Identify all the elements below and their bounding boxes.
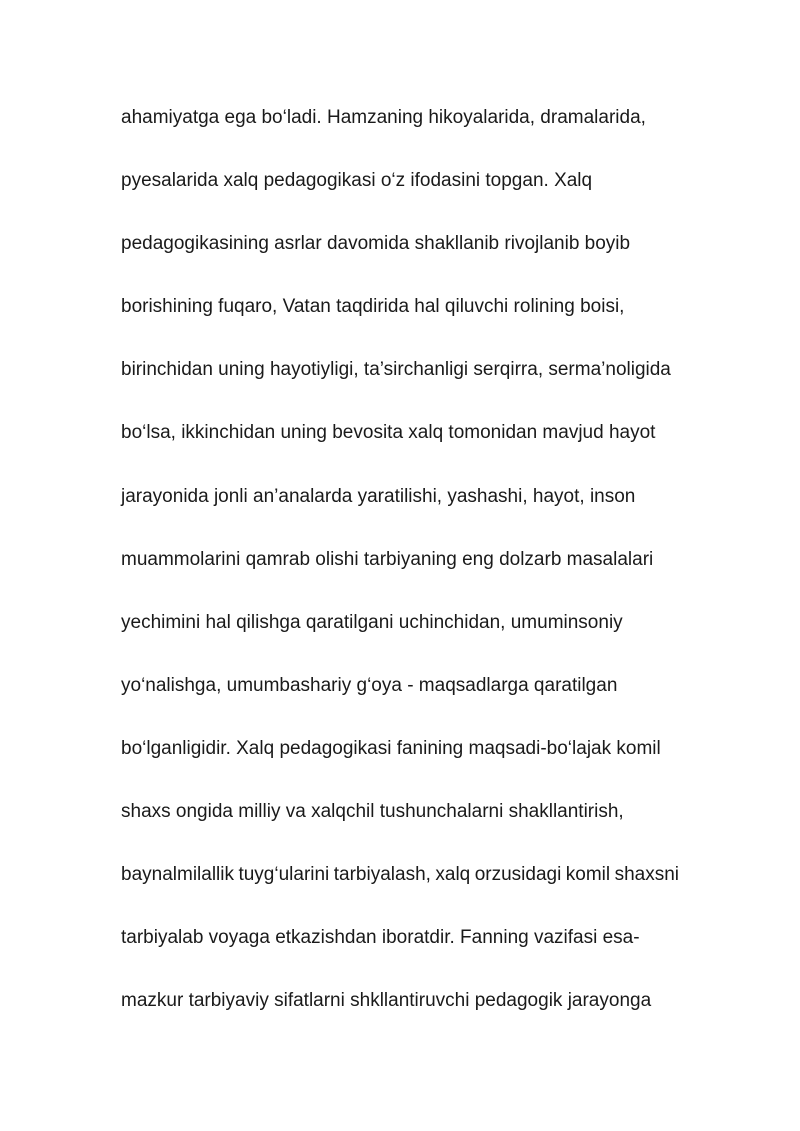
text-line: tarbiyalab voyaga etkazishdan iboratdir. Fanning vazifasi esa- xyxy=(121,927,640,949)
text-line: ahamiyatga ega bo‘ladi. Hamzaning hikoyalarida, dramalarida, xyxy=(121,107,646,128)
text-line: yechimini hal qilishga qaratilgani uchinchidan, umuminsoniy xyxy=(121,611,623,633)
text-line: yo‘nalishga, umumbashariy g‘oya - maqsadlarga qaratilgan xyxy=(121,674,618,696)
body-text xyxy=(121,86,679,1032)
text-line: bo‘lganligidir. Xalq pedagogikasi fanining maqsadi-bo‘lajak komil xyxy=(121,737,661,759)
text-line: bo‘lsa, ikkinchidan uning bevosita xalq tomonidan mavjud hayot xyxy=(121,422,656,444)
text-line: mazkur tarbiyaviy sifatlarni shkllantiruvchi pedagogik jarayonga xyxy=(121,990,652,1012)
text-line: muammolarini qamrab olishi tarbiyaning eng dolzarb masalalari xyxy=(121,548,654,570)
text-line: shaxs ongida milliy va xalqchil tushunchalarni shakllantirish, xyxy=(121,801,624,823)
text-line: borishining fuqaro, Vatan taqdirida hal qiluvchi rolining boisi, xyxy=(121,296,625,318)
text-line: pyesalarida xalq pedagogikasi o‘z ifodasini topgan. Xalq xyxy=(121,170,593,192)
text-line: birinchidan uning hayotiyligi, ta’sirchanligi serqirra, serma’noligida xyxy=(121,359,671,381)
text-line: jarayonida jonli an’analarda yaratilishi, yashashi, hayot, inson xyxy=(121,485,636,507)
text-line: pedagogikasining asrlar davomida shakllanib rivojlanib boyib xyxy=(121,233,631,255)
text-line: baynalmilallik tuyg‘ularini tarbiyalash, xalq orzusidagi komil shaxsni xyxy=(121,864,679,886)
